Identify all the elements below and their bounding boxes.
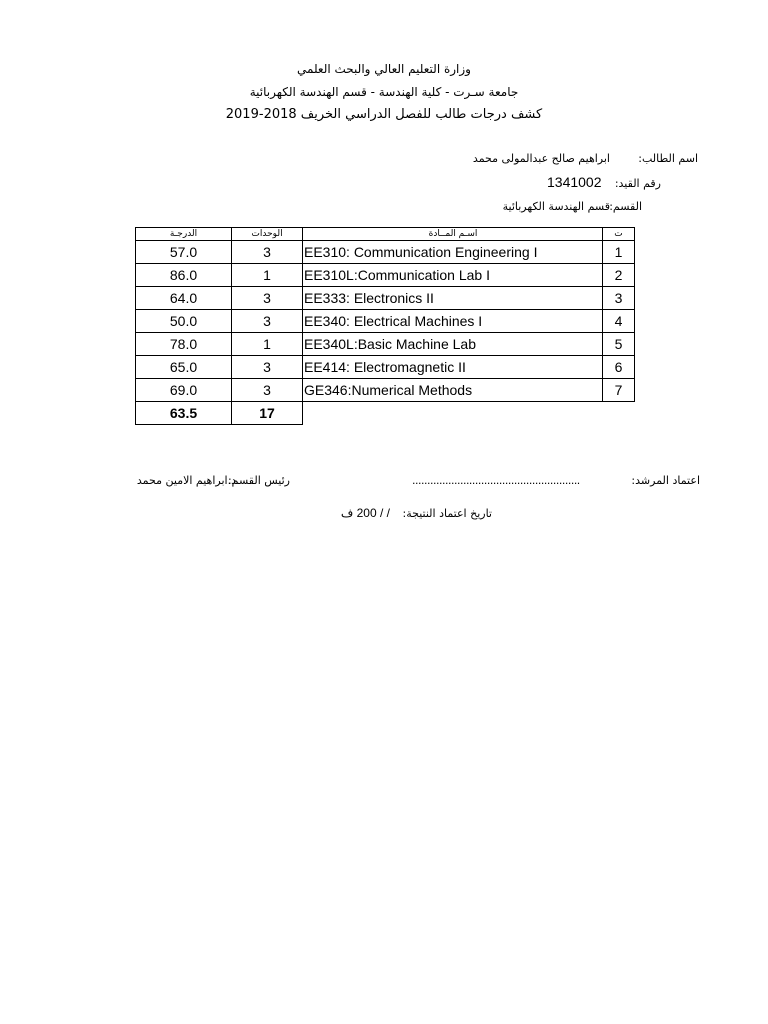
ministry-title: وزارة التعليم العالي والبحث العلمي — [297, 62, 471, 76]
total-units-cell: 17 — [232, 402, 303, 425]
units-cell: 3 — [232, 287, 303, 310]
table-row — [136, 310, 635, 333]
grade-cell: 86.0 — [136, 264, 232, 287]
department-label: القسم: — [609, 200, 642, 213]
units-cell: 1 — [232, 333, 303, 356]
table-row — [136, 379, 635, 402]
grade-cell: 57.0 — [136, 241, 232, 264]
course-cell: EE310L:Communication Lab I — [303, 264, 603, 287]
num-cell: 2 — [603, 264, 635, 287]
grade-cell: 69.0 — [136, 379, 232, 402]
table-row — [136, 287, 635, 310]
course-cell: EE310: Communication Engineering I — [303, 241, 603, 264]
course-cell: EE414: Electromagnetic II — [303, 356, 603, 379]
table-row — [136, 333, 635, 356]
header-num: ت — [603, 228, 635, 241]
total-row — [136, 402, 635, 425]
num-cell: 3 — [603, 287, 635, 310]
department-value: قسم الهندسة الكهربائية — [502, 200, 610, 213]
table-row — [136, 241, 635, 264]
num-cell: 7 — [603, 379, 635, 402]
student-name-value: ابراهيم صالح عبدالمولى محمد — [472, 152, 610, 165]
university-title: جامعة سـرت - كلية الهندسة - قسم الهندسة الكهربائية — [249, 85, 519, 99]
approval-date-value: / / 200 ف — [340, 506, 390, 520]
student-name-label: اسم الطالب: — [638, 152, 698, 165]
header-course: اسـم المــادة — [303, 228, 603, 241]
header-units: الوحدات — [232, 228, 303, 241]
student-id-value: 1341002 — [547, 174, 602, 190]
grade-cell: 50.0 — [136, 310, 232, 333]
grade-cell: 65.0 — [136, 356, 232, 379]
course-cell: EE340: Electrical Machines I — [303, 310, 603, 333]
units-cell: 3 — [232, 356, 303, 379]
total-grade-cell: 63.5 — [136, 402, 232, 425]
department-head-name: د.ابراهيم الامين محمد — [136, 474, 236, 487]
transcript-title: كشف درجات طالب للفصل الدراسي الخريف 2018-2019 — [225, 107, 543, 122]
num-cell: 1 — [603, 241, 635, 264]
grades-table — [135, 227, 635, 425]
units-cell: 3 — [232, 310, 303, 333]
course-cell: GE346:Numerical Methods — [303, 379, 603, 402]
units-cell: 3 — [232, 241, 303, 264]
grade-cell: 78.0 — [136, 333, 232, 356]
department-head-label: رئيس القسم: — [227, 474, 290, 487]
table-row — [136, 356, 635, 379]
student-id-label: رقم القيد: — [614, 177, 661, 190]
table-row — [136, 264, 635, 287]
grade-cell: 64.0 — [136, 287, 232, 310]
units-cell: 1 — [232, 264, 303, 287]
table-header-row — [136, 228, 635, 241]
num-cell: 4 — [603, 310, 635, 333]
header-grade: الدرجـة — [136, 228, 232, 241]
units-cell: 3 — [232, 379, 303, 402]
course-cell: EE333: Electronics II — [303, 287, 603, 310]
advisor-signature-line: ........................................................ — [412, 474, 580, 487]
approval-date-label: تاريخ اعتماد النتيجة: — [402, 507, 492, 520]
num-cell: 6 — [603, 356, 635, 379]
course-cell: EE340L:Basic Machine Lab — [303, 333, 603, 356]
advisor-label: اعتماد المرشد: — [631, 474, 700, 487]
num-cell: 5 — [603, 333, 635, 356]
